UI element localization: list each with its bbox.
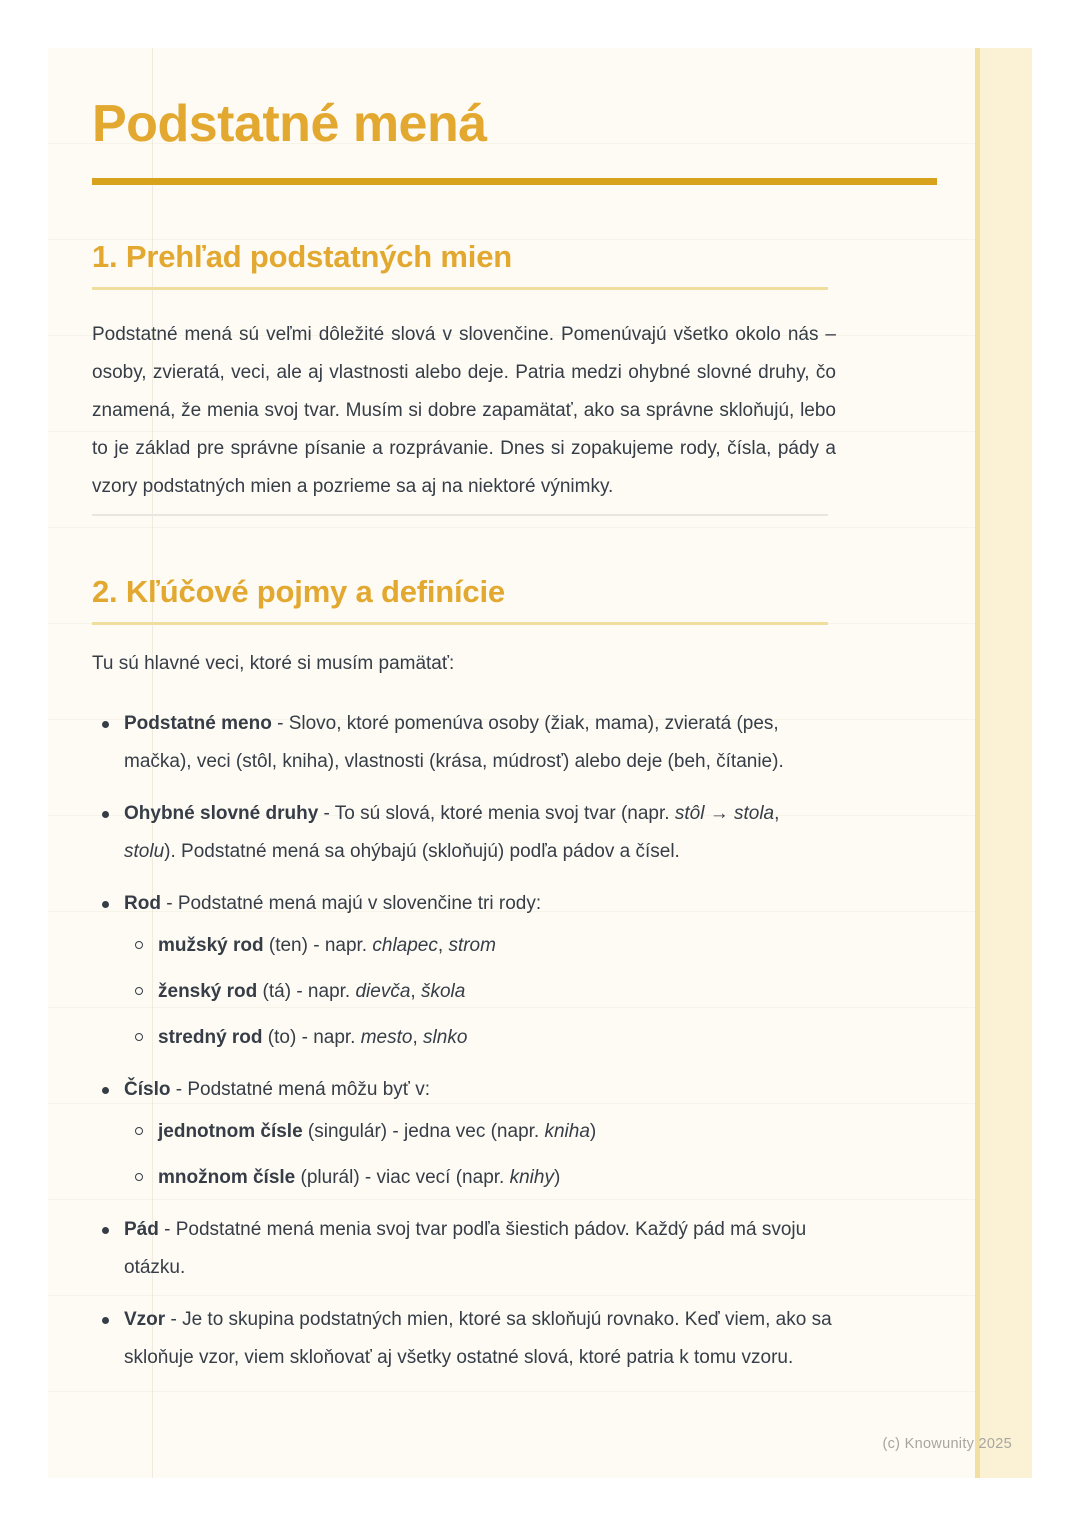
list-item-text: - Je to skupina podstatných mien, ktoré sa skloňujú rovnako. Keď viem, ako sa skloňuje vzor, viem skloňovať aj všetky ostatné slová, ktoré patria k tomu vzoru. bbox=[124, 1309, 832, 1368]
right-margin-stripe bbox=[975, 48, 1032, 1478]
section-2-underline bbox=[92, 622, 828, 625]
list-item-text: (ten) - napr. bbox=[263, 935, 373, 956]
section-2-heading: 2. Kľúčové pojmy a definície bbox=[92, 574, 505, 609]
list-item-text: mesto bbox=[360, 1027, 413, 1048]
term-label: Vzor bbox=[124, 1309, 166, 1330]
document-page bbox=[48, 48, 1032, 1478]
list-item-text: knihy bbox=[509, 1167, 554, 1188]
term-label: Pád bbox=[124, 1219, 159, 1240]
list-item-text: (singulár) - jedna vec (napr. bbox=[302, 1121, 545, 1142]
list-item bbox=[92, 705, 832, 781]
list-item-text: , bbox=[412, 1027, 424, 1048]
list-item-text: škola bbox=[420, 981, 466, 1002]
document-content bbox=[48, 48, 937, 1377]
bullet-circle-icon bbox=[135, 1033, 143, 1041]
list-item-text: , bbox=[410, 981, 421, 1002]
list-item-text: chlapec bbox=[372, 935, 438, 956]
list-item-text: stôl bbox=[674, 803, 705, 824]
list-item-text: → bbox=[704, 803, 734, 824]
list-item-text: dievča bbox=[355, 981, 411, 1002]
term-label: Podstatné meno bbox=[124, 713, 272, 734]
list-item-text: (plurál) - viac vecí (napr. bbox=[295, 1167, 510, 1188]
bullet-dot-icon bbox=[102, 1227, 109, 1234]
list-item bbox=[92, 1301, 832, 1377]
list-item bbox=[92, 885, 832, 1057]
list-item-text: - Podstatné mená môžu byť v: bbox=[170, 1079, 430, 1100]
term-label: ženský rod bbox=[158, 981, 258, 1002]
sub-list-item bbox=[126, 1159, 832, 1197]
list-item-text: (to) - napr. bbox=[262, 1027, 361, 1048]
list-item-text: - To sú slová, ktoré menia svoj tvar (napr. bbox=[318, 803, 675, 824]
section-1-heading: 1. Prehľad podstatných mien bbox=[92, 239, 512, 274]
sub-list bbox=[124, 927, 832, 1057]
list-item-text: - Podstatné mená menia svoj tvar podľa šiestich pádov. Každý pád má svoju otázku. bbox=[124, 1219, 807, 1278]
sub-list-item bbox=[126, 1019, 832, 1057]
list-item bbox=[92, 1071, 832, 1197]
title-underline bbox=[92, 178, 937, 185]
sub-list-item bbox=[126, 973, 832, 1011]
list-item-text: (tá) - napr. bbox=[257, 981, 356, 1002]
bullet-dot-icon bbox=[102, 901, 109, 908]
page-title: Podstatné mená bbox=[92, 95, 487, 153]
section-overview bbox=[92, 237, 937, 506]
list-item bbox=[92, 1211, 832, 1287]
footer-credit: (c) Knowunity 2025 bbox=[882, 1436, 1012, 1452]
overview-paragraph: Podstatné mená sú veľmi dôležité slová v slovenčine. Pomenúvajú všetko okolo nás – osoby, zvieratá, veci, ale aj vlastnosti alebo deje. Patria medzi ohybné slovné druhy, čo znamená, že menia svoj tvar. Musím si dobre zapamätať, ako sa správne skloňujú, lebo to je základ pre správne písanie a rozprávanie. Dnes si zopakujeme rody, čísla, pády a vzory podstatných mien a pozrieme sa aj na niektoré výnimky. bbox=[92, 324, 836, 497]
term-label: Rod bbox=[124, 893, 161, 914]
section-definitions bbox=[92, 572, 937, 1377]
list-item-text: stola bbox=[733, 803, 775, 824]
section-divider bbox=[92, 514, 828, 516]
list-item-text: stolu bbox=[124, 841, 165, 862]
term-label: Ohybné slovné druhy bbox=[124, 803, 319, 824]
stripe-edge-line bbox=[975, 48, 980, 1478]
sub-list bbox=[124, 1113, 832, 1197]
term-label: množnom čísle bbox=[158, 1167, 296, 1188]
list-item-text: ) bbox=[589, 1121, 597, 1142]
bullet-dot-icon bbox=[102, 721, 109, 728]
bullet-circle-icon bbox=[135, 941, 143, 949]
bullet-circle-icon bbox=[135, 1127, 143, 1135]
list-item-text: strom bbox=[448, 935, 496, 956]
bullet-dot-icon bbox=[102, 811, 109, 818]
term-label: jednotnom čísle bbox=[158, 1121, 303, 1142]
sub-list-item bbox=[126, 927, 832, 965]
bullet-dot-icon bbox=[102, 1317, 109, 1324]
bullet-circle-icon bbox=[135, 987, 143, 995]
definitions-intro: Tu sú hlavné veci, ktoré si musím pamätať: bbox=[92, 653, 455, 674]
bullet-circle-icon bbox=[135, 1173, 143, 1181]
list-item-text: - Slovo, ktoré pomenúva osoby (žiak, mama), zvieratá (pes, mačka), veci (stôl, kniha), vlastnosti (krása, múdrosť) alebo deje (beh, čítanie). bbox=[124, 713, 784, 772]
list-item-text: , bbox=[774, 803, 780, 824]
list-item-text: - Podstatné mená majú v slovenčine tri rody: bbox=[160, 893, 542, 914]
term-label: Číslo bbox=[124, 1079, 171, 1100]
list-item-text: ) bbox=[553, 1167, 561, 1188]
list-item-text: kniha bbox=[544, 1121, 590, 1142]
list-item bbox=[92, 795, 832, 871]
definitions-list bbox=[92, 705, 832, 1377]
term-label: stredný rod bbox=[158, 1027, 263, 1048]
list-item-text: slnko bbox=[423, 1027, 468, 1048]
section-1-underline bbox=[92, 287, 828, 290]
list-item-text: ). Podstatné mená sa ohýbajú (skloňujú) podľa pádov a čísel. bbox=[164, 841, 680, 862]
list-item-text: , bbox=[437, 935, 449, 956]
term-label: mužský rod bbox=[158, 935, 264, 956]
bullet-dot-icon bbox=[102, 1087, 109, 1094]
sub-list-item bbox=[126, 1113, 832, 1151]
